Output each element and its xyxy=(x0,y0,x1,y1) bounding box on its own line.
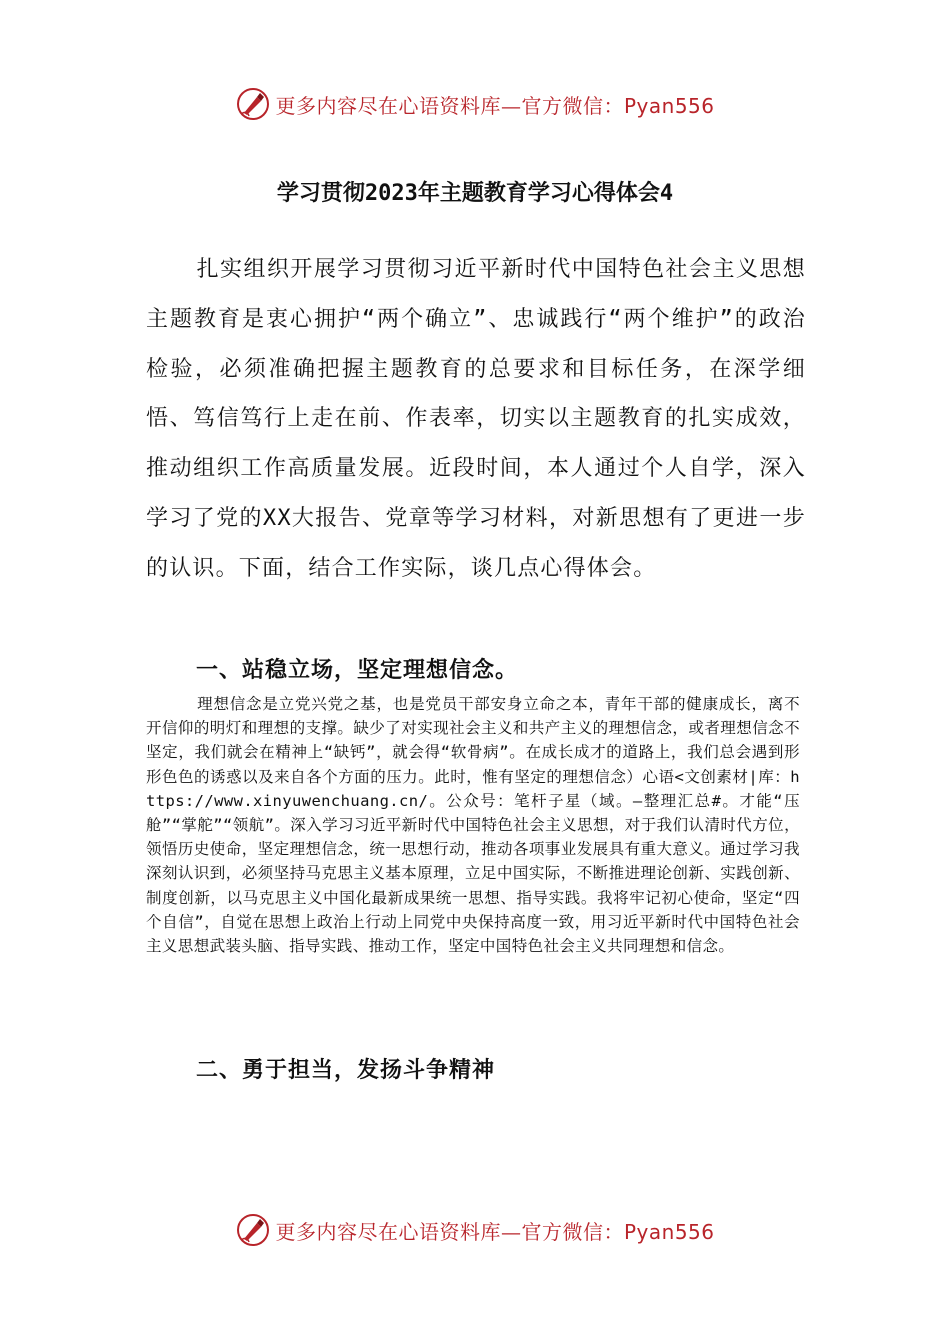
intro-paragraph: 扎实组织开展学习贯彻习近平新时代中国特色社会主义思想主题教育是衷心拥护“两个确立”、忠诚践行“两个维护”的政治检验，必须准确把握主题教育的总要求和目标任务，在深学细悟、笃信笃行上走在前、作表率，切实以主题教育的扎实成效，推动组织工作高质量发展。近段时间，本人通过个人自学，深入学习了党的XX大报告、党章等学习材料，对新思想有了更进一步的认识。下面，结合工作实际，谈几点心得体会。 xyxy=(146,257,806,581)
pen-nib-icon xyxy=(235,1212,271,1248)
wechat-id: Pyan556 xyxy=(623,93,715,118)
banner-text: 更多内容尽在心语资料库—官方微信：Pyan556 xyxy=(275,93,715,118)
pen-nib-icon xyxy=(235,86,271,122)
footer-banner xyxy=(0,1208,950,1252)
section-heading-1: 一、站稳立场，坚定理想信念。 xyxy=(196,658,519,683)
wechat-id: Pyan556 xyxy=(623,1219,715,1244)
banner-text: 更多内容尽在心语资料库—官方微信：Pyan556 xyxy=(275,1219,715,1244)
header-banner xyxy=(0,82,950,126)
document-title: 学习贯彻2023年主题教育学习心得体会4 xyxy=(276,181,674,206)
section-1-body: 理想信念是立党兴党之基，也是党员干部安身立命之本，青年干部的健康成长，离不开信仰的明灯和理想的支撑。缺少了对实现社会主义和共产主义的理想信念，或者理想信念不坚定，我们就会在精神上“缺钙”，就会得“软骨病”。在成长成才的道路上，我们总会遇到形形色色的诱惑以及来自各个方面的压力。此时，惟有坚定的理想信念）心语<文创素材|库：https://www.xinyuwenchuang.cn/。公众号：笔杆子星（域。—整理汇总#。才能“压舱”“掌舵”“领航”。深入学习习近平新时代中国特色社会主义思想，对于我们认清时代方位，领悟历史使命，坚定理想信念，统一思想行动，推动各项事业发展具有重大意义。通过学习我深刻认识到，必须坚持马克思主义基本原理，立足中国实际，不断推进理论创新、实践创新、制度创新，以马克思主义中国化最新成果统一思想、指导实践。我将牢记初心使命，坚定“四个自信”，自觉在思想上政治上行动上同党中央保持高度一致，用习近平新时代中国特色社会主义思想武装头脑、指导实践、推动工作，坚定中国特色社会主义共同理想和信念。 xyxy=(146,695,800,956)
section-heading-2: 二、勇于担当，发扬斗争精神 xyxy=(196,1058,496,1083)
